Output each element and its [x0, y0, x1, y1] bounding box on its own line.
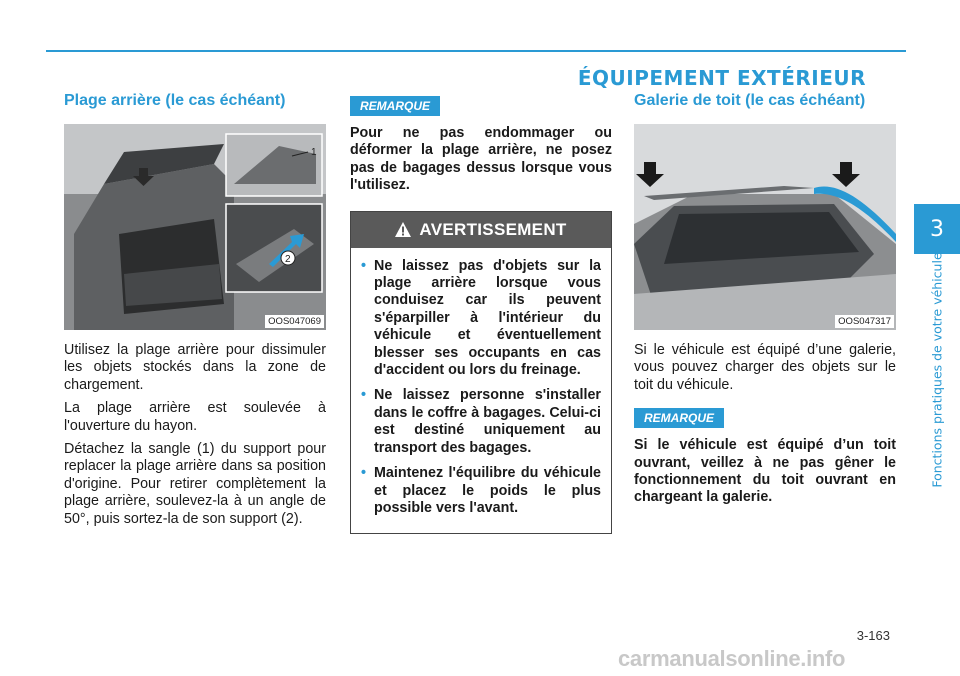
rear-shelf-illustration [64, 124, 326, 330]
bullet-icon: • [361, 387, 367, 404]
remarque-text: Si le véhicule est équipé d’un toit ouvrant, veillez à ne pas gêner le fonctionnement du toit ouvrant en chargeant la galerie. [634, 437, 896, 506]
warning-item [361, 465, 601, 517]
warning-item-text: Maintenez l'équilibre du véhicule et placez le poids le plus possible vers l'avant. [374, 465, 601, 516]
warning-header [351, 212, 611, 248]
photo-code-rear-shelf: OOS047069 [265, 315, 324, 328]
heading-roof-rack: Galerie de toit (le cas échéant) [634, 92, 866, 109]
bullet-icon: • [361, 257, 367, 274]
bullet-icon: • [361, 465, 367, 482]
warning-body [351, 248, 611, 534]
chapter-tab: 3 [914, 204, 960, 254]
rear-shelf-photo [64, 124, 326, 330]
paragraph-1: Utilisez la plage arrière pour dissimuler les objets stockés dans la zone de chargement. [64, 342, 326, 393]
warning-item-text: Ne laissez personne s'installer dans le coffre à bagages. Celui-ci est destiné uniquement au transport des bagages. [374, 387, 601, 456]
heading-rear-shelf: Plage arrière (le cas échéant) [64, 92, 286, 109]
callout-2: 2 [285, 254, 291, 265]
photo-code-roof-rack: OOS047317 [835, 315, 894, 328]
section-title: ÉQUIPEMENT EXTÉRIEUR [577, 66, 866, 90]
column-roof-rack [634, 92, 896, 507]
paragraph-roof-rack: Si le véhicule est équipé d’une galerie, vous pouvez charger des objets sur le toit du véhicule. [634, 342, 896, 393]
warning-item-text: Ne laissez pas d'objets sur la plage arrière lorsque vous conduisez car ils peuvent s'éparpiller à l'intérieur du véhicule et éventuellement blesser ses occupants en cas d'accident ou lors du freinage. [374, 257, 601, 379]
paragraph-3: Détachez la sangle (1) du support pour replacer la plage arrière dans sa position d'origine. Pour retirer complètement la plage arrière, soulevez-la à un angle de 50°, puis sortez-la de son support (2). [64, 441, 326, 527]
warning-title: AVERTISSEMENT [419, 219, 567, 239]
remarque-badge: REMARQUE [634, 408, 724, 428]
callout-1: 1 [311, 147, 317, 158]
remarque-text: Pour ne pas endommager ou déformer la plage arrière, ne posez pas de bagages dessus lorsque vous l'utilisez. [350, 125, 612, 194]
paragraph-2: La plage arrière est soulevée à l'ouverture du hayon. [64, 400, 326, 434]
warning-triangle-icon [395, 222, 411, 237]
column-notes [350, 96, 612, 534]
page-number: 3-163 [856, 628, 890, 643]
remarque-badge: REMARQUE [350, 96, 440, 116]
chapter-label: Fonctions pratiques de votre véhicule [929, 252, 945, 488]
watermark: carmanualsonline.info [618, 646, 846, 671]
warning-item [361, 258, 601, 380]
warning-box [350, 211, 612, 535]
header-rule [46, 50, 906, 52]
column-rear-shelf [64, 92, 326, 528]
roof-rack-photo [634, 124, 896, 330]
warning-item [361, 387, 601, 457]
roof-rack-illustration [634, 124, 896, 330]
